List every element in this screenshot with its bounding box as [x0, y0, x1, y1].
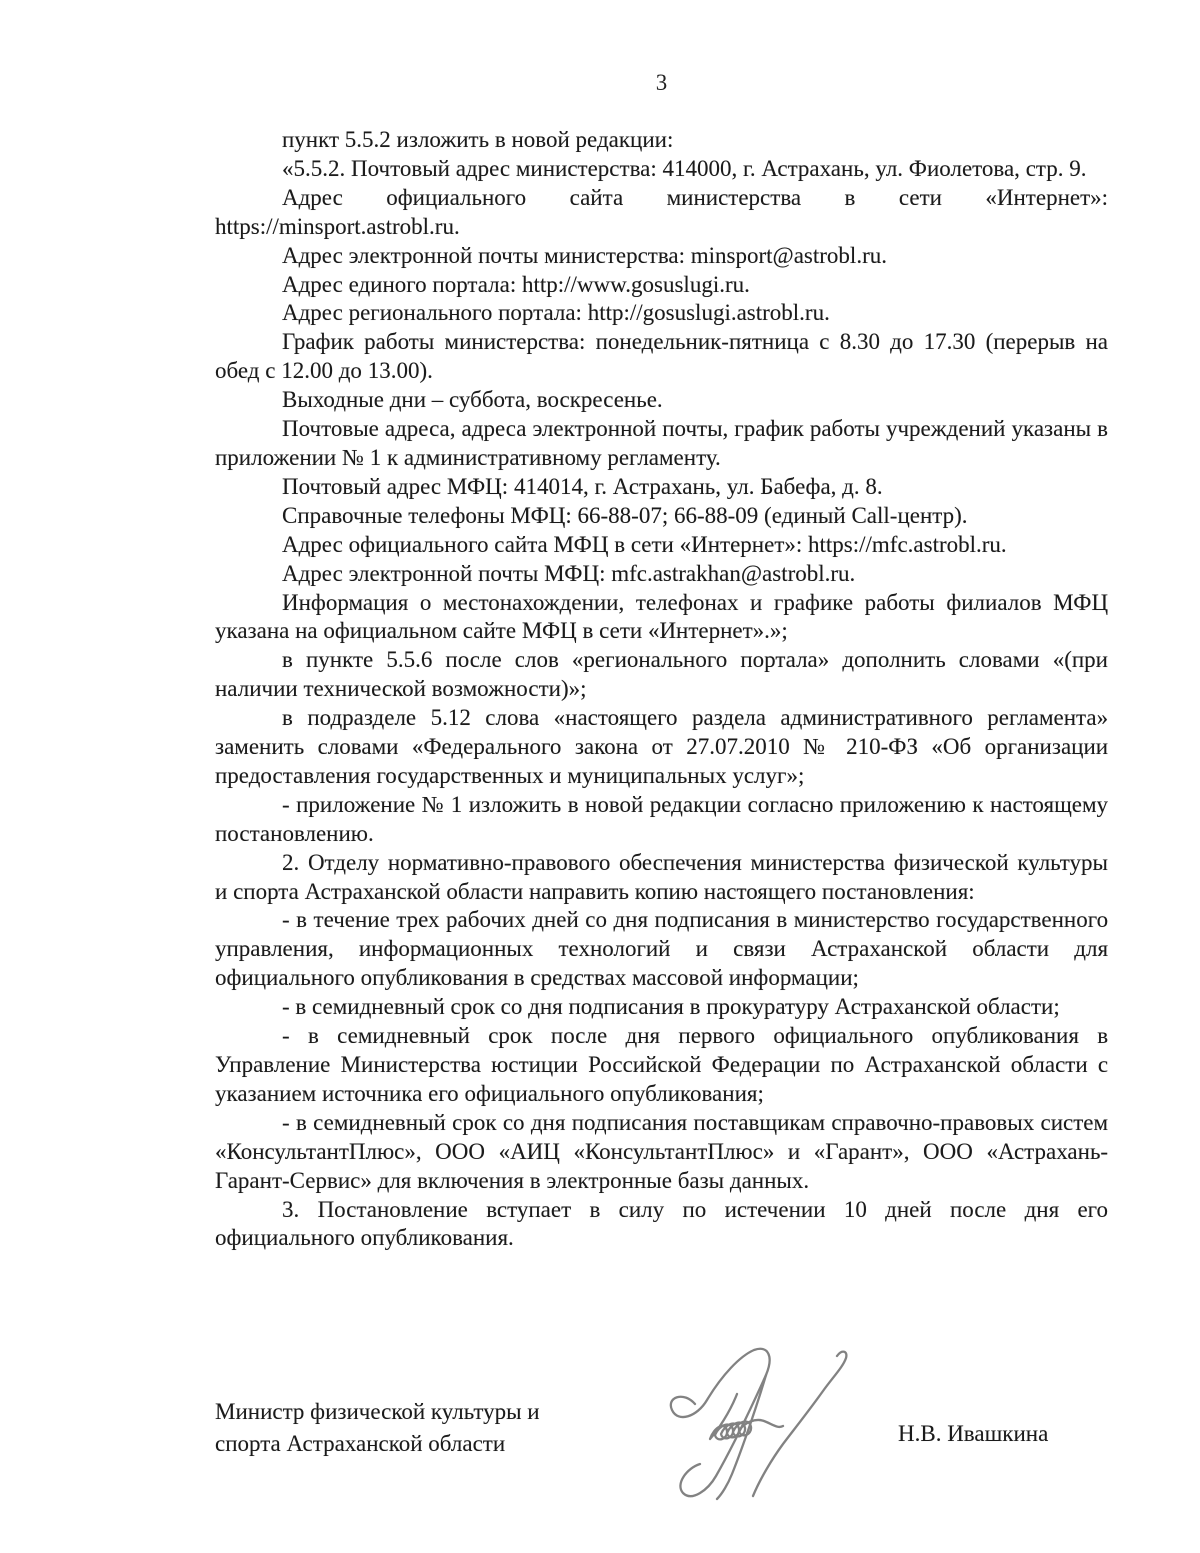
document-body — [215, 126, 1108, 1253]
paragraph: Информация о местонахождении, телефонах и графике работы филиалов МФЦ указана на официальном сайте МФЦ в сети «Интернет».»; — [215, 589, 1109, 644]
paragraph: Адрес регионального портала: http://gosuslugi.astrobl.ru. — [282, 300, 830, 326]
signatory-title — [215, 1396, 540, 1460]
paragraph: 3. Постановление вступает в силу по истечении 10 дней после дня его официального опубликования. — [215, 1196, 1109, 1251]
paragraph: Справочные телефоны МФЦ: 66-88-07; 66-88-09 (единый Call-центр). — [282, 502, 968, 528]
paragraph: 2. Отделу нормативно-правового обеспечения министерства физической культуры и спорта Астраханской области направить копию настоящего постановления: — [215, 849, 1108, 904]
paragraph: - в семидневный срок после дня первого официального опубликования в Управление Министерства юстиции Российской Федерации по Астраханской области с указанием источника его официального опубликования; — [215, 1023, 1109, 1106]
signatory-title-line2: спорта Астраханской области — [215, 1431, 506, 1456]
paragraph: «5.5.2. Почтовый адрес министерства: 414000, г. Астрахань, ул. Фиолетова, стр. 9. — [282, 155, 1087, 181]
paragraph: - приложение № 1 изложить в новой редакции согласно приложению к настоящему постановлению. — [215, 791, 1109, 846]
paragraph: Выходные дни – суббота, воскресенье. — [282, 387, 663, 413]
signatory-name: Н.В. Ивашкина — [898, 1421, 1049, 1446]
page-number: 3 — [655, 70, 668, 95]
handwritten-signature — [640, 1336, 880, 1521]
paragraph: Адрес официального сайта министерства в сети «Интернет»: https://minsport.astrobl.ru. — [215, 184, 1109, 239]
paragraph: Почтовый адрес МФЦ: 414014, г. Астрахань, ул. Бабефа, д. 8. — [282, 473, 883, 499]
paragraph: в подразделе 5.12 слова «настоящего раздела административного регламента» заменить словами «Федерального закона от 27.07.2010 № 210-ФЗ «Об организации предоставления государственных и муниципальных услуг»; — [215, 705, 1109, 788]
paragraph: пункт 5.5.2 изложить в новой редакции: — [282, 127, 674, 152]
paragraph: График работы министерства: понедельник-пятница с 8.30 до 17.30 (перерыв на обед с 12.00 до 13.00). — [215, 329, 1109, 384]
paragraph: Адрес официального сайта МФЦ в сети «Интернет»: https://mfc.astrobl.ru. — [282, 531, 1007, 557]
paragraph: Адрес единого портала: http://www.gosuslugi.ru. — [282, 271, 750, 297]
paragraph: - в семидневный срок со дня подписания в прокуратуру Астраханской области; — [282, 994, 1060, 1020]
signatory-title-line1: Министр физической культуры и — [215, 1399, 540, 1424]
paragraph: Почтовые адреса, адреса электронной почты, график работы учреждений указаны в приложении № 1 к административному регламенту. — [215, 416, 1108, 470]
paragraph: - в семидневный срок со дня подписания поставщикам справочно-правовых систем «КонсультантПлюс», ООО «АИЦ «КонсультантПлюс» и «Гарант», ООО «Астрахань-Гарант-Сервис» для включения в электронные базы данных. — [215, 1109, 1109, 1193]
paragraph: - в течение трех рабочих дней со дня подписания в министерство государственного управления, информационных технологий и связи Астраханской области для официального опубликования в средствах массовой информации; — [215, 907, 1109, 991]
signature-stroke — [671, 1349, 770, 1496]
paragraph: в пункте 5.5.6 после слов «регионального портала» дополнить словами «(при наличии технической возможности)»; — [215, 647, 1108, 702]
paragraph: Адрес электронной почты МФЦ: mfc.astrakhan@astrobl.ru. — [282, 560, 856, 586]
paragraph: Адрес электронной почты министерства: minsport@astrobl.ru. — [282, 242, 887, 268]
